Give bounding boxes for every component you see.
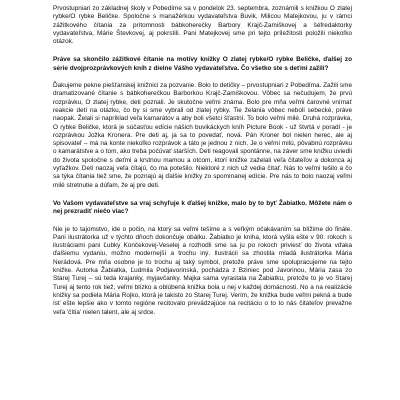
interview-answer-1: Ďakujeme pekne piešťanskej knižnici za pozvanie. Bolo to detičky – prvostupniari z Pobedíma. Zažili sme dramatizované čítanie s bábkoherečkou Barborkou Krajč-Zamiškovou. Vôbec sa nečudujem, že prvú rozprávku, O zlatej rybke, deti poznali. Je skutočne veľmi známa. Bolo pre mňa veľmi čarovné vnímať reakcie detí na otázku, čo by si sme vybrali od zlatej rybky. Tie želania vôbec neboli sebecké, práve naopak. Želali si napríklad veľa kamarátov a aby boli všetci šťastní. To bolo veľmi milé. Druhá rozprávka, O rybke Beličke, ktorá je súčasťou edície nášich buvikáckych kníh Picture Book - už štvrtá v poradí - je rozprávkou Jožka Kronera. Pre deti aj, ja sa to povedať, nová. Pán Kroner bol nielen herec, ale aj spisovateľ – má na konte niekoľko rozprávok a táto je jednou z nich. Je o veľmi milú, pôvabnú rozprávku o kamarátstve a o tom, ako treba počúvať starších. Deti reagovali spontánne, na záver sme knižku uviedli do života spoločne s deťmi a krstnou mamou a otcom, ktorí knižke zaželali veľa čitateľov a dokonca aj vyťažkov. Deti naozaj veľa čítajú, čo ma potešilo. Niektoré z nich už vedia čítať. Nás to veľmi tešilo a čo sa týka čítania tiež sme, že poznajú aj ďalšie knižky zo spomínanej edície. Pre nás to bolo naozaj veľmi milé stretnutie a dúfam, že aj pre deti. bbox=[53, 82, 352, 189]
interview-question-2: Vo Vašom vydavateľstve sa vraj schyľuje k ďalšej knižke, malo by to byť Žabiatko. Môžete nám o nej prezradiť niečo viac? bbox=[53, 199, 352, 216]
intro-paragraph: Prvostupniari zo základnej školy v Pobedíme sa v pondelok 23. septembra, zoznámili s knižkou O zlatej rybke/O rybke Beličke. Spoločne s manažérkou vydavateľstva Buvik, Milicou Matejkovou, ju v rámci zážitkového čítania za prítomnosti bábkoherečky Barbory Krajč-Zamiškovej a šéfredaktorky vydavateľstva, Márie Števkovej, aj pokrstili. Pani Matejkovej sme pri tejto príležitosti položili niekoľko otázok. bbox=[53, 5, 352, 46]
interview-question-1: Práve sa skončilo zážitkové čítanie na motívy knižky O zlatej rybke/O rybke Beličke, ďalšej zo série dvojprozprávkových kníh z dielne Vášho vydavateľstva. Čo všetko ste s deťmi zažili? bbox=[53, 56, 352, 72]
interview-answer-2: Nie je to tajomstvo, ide o počin, na ktorý sa veľmi tešíme a s veľkým očakávaním sa blížime do finále. Pani ilustrátorka už v týchto dňoch dokončuje obálku. Žabiatko je kniha, ktorá vyšla ešte v 90. rokoch s ilustráciami pani Ľubky Končekovej-Veselej a rozhodli sme sa ju po rokoch priviesť do života vďaka ďalšiemu vydaniu, možno modernejší a trochu iný. Ilustrácii sa zhostila mladá ilustrátorka Mária Nerádová. Pre mňa osobne je to trochu aj taký symbol, pretože práve sme spolupracujeme na tejto knižke. Autorka Žabiatka, Ľudmila Podjavorinská, pochádza z Bziniec pod Javorinou, Mária zasa zo Starej Turej – sú teda krajanky, myjavčanky. Majka sama vyrastala na Žabiatku, pretože to je vo Starej Turej aj tento rok tiež, veľmi blízko a oblúbená knižka bola u nej v každej domácnosti. No a na realizácie knižky sa podiela Mária Rojko, ktorá je takisto zo Starej Turej. Verím, že knižka bude veľmi pekná a bude ísť ešte lepšie ako v tomto regióne recitovalo prevádzajúce na recitáciu o to to nás čitateľov prevažne veľa 'čítia' nielen talent, ale aj srdce. bbox=[53, 225, 352, 316]
